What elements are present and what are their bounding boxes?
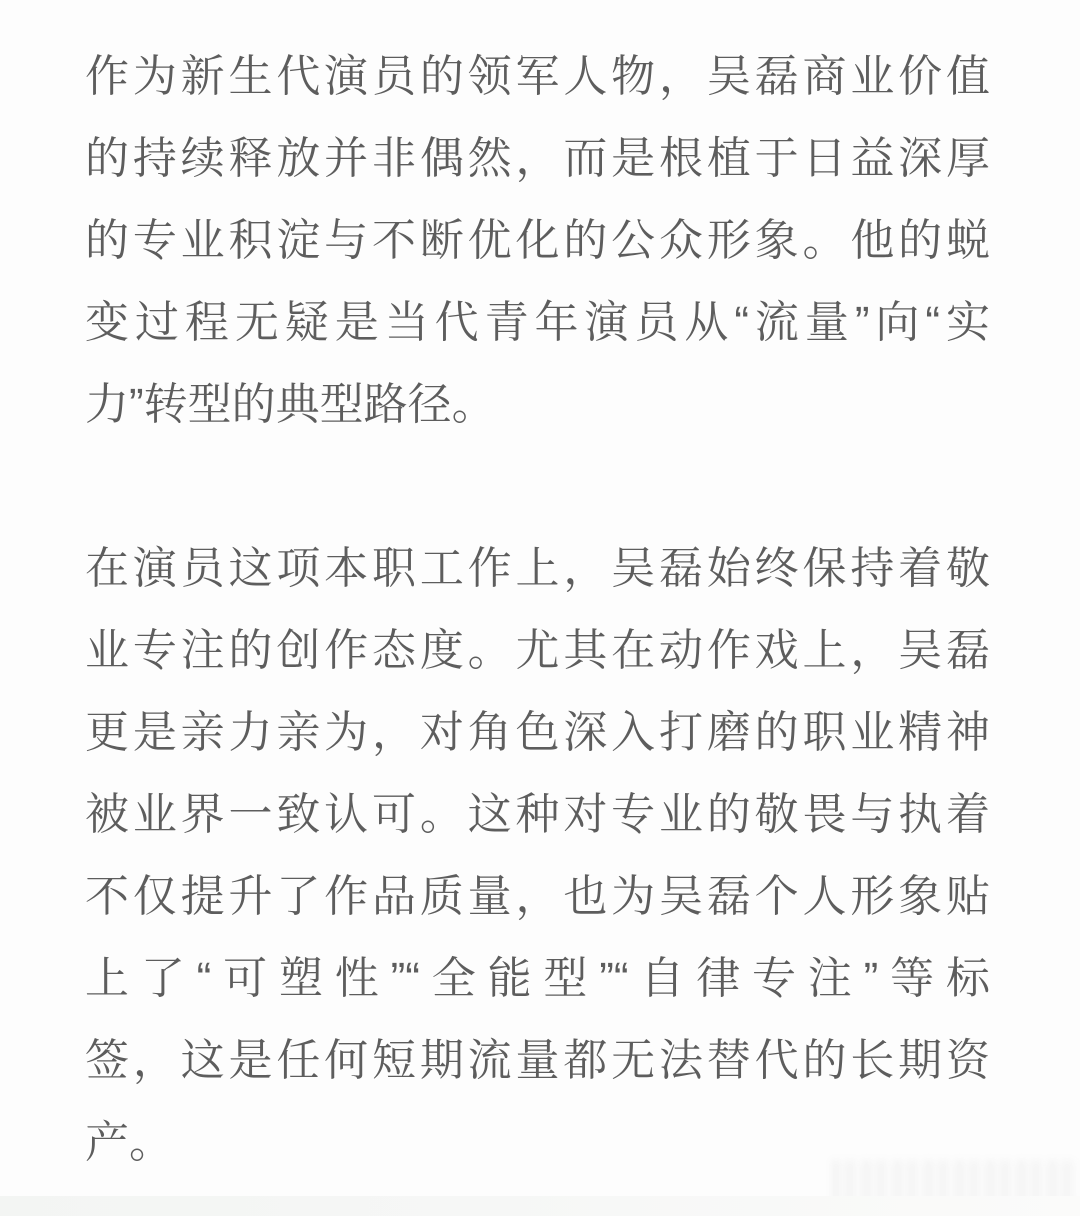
text-line: 上了“可塑性”“全能型”“自律专注”等标 (85, 954, 990, 1003)
text-line: 在演员这项本职工作上，吴磊始终保持着敬 (85, 544, 990, 593)
text-line: 不仅提升了作品质量，也为吴磊个人形象贴 (85, 872, 990, 921)
text-line: 被业界一致认可。这种对专业的敬畏与执着 (85, 790, 990, 839)
bottom-edge-strip (0, 1196, 1080, 1216)
text-line: 力”转型的典型路径。 (85, 380, 496, 429)
text-line: 更是亲力亲为，对角色深入打磨的职业精神 (85, 708, 990, 757)
text-line: 签，这是任何短期流量都无法替代的长期资 (85, 1036, 990, 1085)
paragraph-1 (85, 36, 990, 446)
text-line: 作为新生代演员的领军人物，吴磊商业价值 (85, 52, 990, 101)
text-line: 的专业积淀与不断优化的公众形象。他的蜕 (85, 216, 990, 265)
text-line: 变过程无疑是当代青年演员从“流量”向“实 (85, 298, 990, 347)
text-line: 业专注的创作态度。尤其在动作戏上，吴磊 (85, 626, 990, 675)
paragraph-2 (85, 528, 990, 1184)
article-text (85, 36, 990, 1184)
text-line: 的持续释放并非偶然，而是根植于日益深厚 (85, 134, 990, 183)
text-line: 产。 (85, 1118, 173, 1167)
